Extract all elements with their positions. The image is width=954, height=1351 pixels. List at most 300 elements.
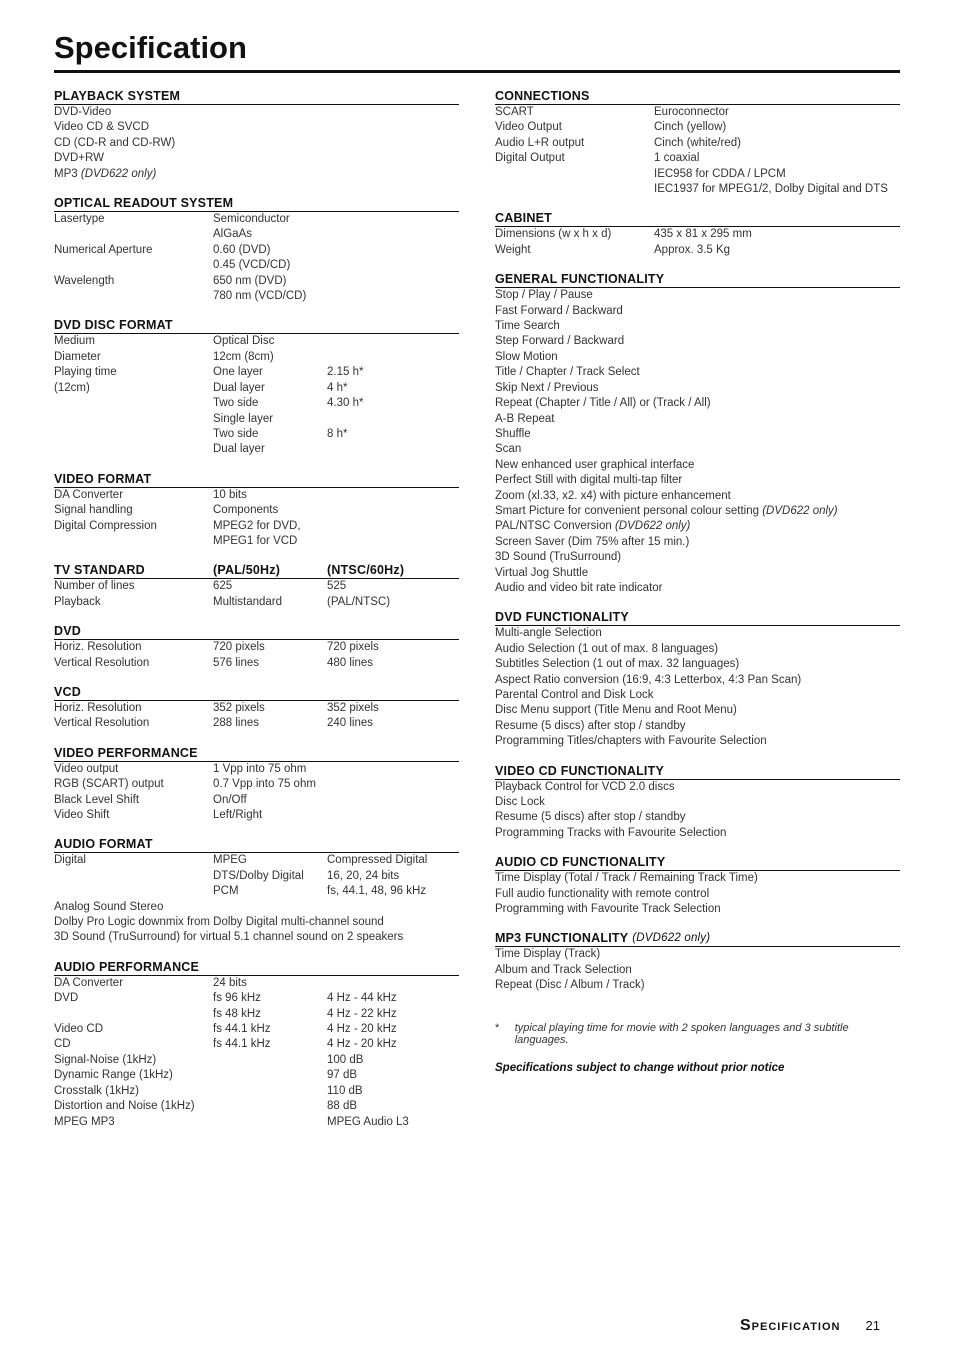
spec-row <box>495 319 900 334</box>
spec-row <box>495 673 900 688</box>
spec-label: Video Output <box>495 121 562 134</box>
spec-value <box>327 519 459 534</box>
spec-value: Repeat (Chapter / Title / All) or (Track / All) <box>495 397 711 410</box>
spec-value: Slow Motion <box>495 350 558 363</box>
spec-value: Step Forward / Backward <box>495 335 625 348</box>
spec-row <box>54 212 459 243</box>
spec-row <box>54 412 459 427</box>
spec-value: Programming Titles/chapters with Favourite Selection <box>495 735 767 748</box>
spec-value: 480 lines <box>327 656 374 669</box>
section-heading <box>54 89 459 105</box>
spec-value: 525 <box>327 580 347 593</box>
section-heading <box>54 472 459 488</box>
section-vcd <box>54 685 459 732</box>
spec-label: Playing time <box>54 366 117 379</box>
section-heading <box>54 960 459 976</box>
spec-row <box>495 780 900 795</box>
spec-row <box>54 105 459 120</box>
spec-row <box>54 930 459 945</box>
spec-text: MP3 <box>54 167 78 180</box>
spec-value: Aspect Ratio conversion (16:9, 4:3 Letterbox, 4:3 Pan Scan) <box>495 673 802 686</box>
spec-value: Resume (5 discs) after stop / standby <box>495 811 686 824</box>
spec-value: MPEG1 for VCD <box>213 534 298 547</box>
spec-value: Optical Disc <box>213 335 275 348</box>
spec-value: Full audio functionality with remote control <box>495 887 710 900</box>
spec-row <box>54 915 459 930</box>
spec-value: Subtitles Selection (1 out of max. 32 languages) <box>495 658 740 671</box>
spec-row <box>495 902 900 917</box>
spec-value: 650 nm (DVD) <box>213 274 287 287</box>
spec-value: DTS/Dolby Digital <box>213 869 304 882</box>
spec-label: Audio L+R output <box>495 136 585 149</box>
spec-value: 12cm (8cm) <box>213 350 274 363</box>
spec-value: Programming with Favourite Track Selection <box>495 903 721 916</box>
section-optical-readout-system <box>54 196 459 304</box>
spec-row <box>495 105 900 120</box>
section-heading <box>495 855 900 871</box>
spec-label: Black Level Shift <box>54 793 140 806</box>
spec-row <box>54 900 459 915</box>
spec-value: 3D Sound (TruSurround) for virtual 5.1 channel sound on 2 speakers <box>54 931 404 944</box>
spec-row <box>54 488 459 503</box>
spec-row <box>495 350 900 365</box>
spec-value <box>327 412 459 427</box>
section-title: GENERAL FUNCTIONALITY <box>495 272 665 287</box>
spec-value: Fast Forward / Backward <box>495 304 623 317</box>
spec-value <box>495 504 900 519</box>
spec-label <box>54 412 213 427</box>
section-audio-performance <box>54 960 459 1130</box>
spec-row <box>495 626 900 641</box>
spec-row <box>54 595 459 610</box>
spec-row <box>54 442 459 457</box>
spec-row <box>495 167 900 182</box>
spec-value: fs 48 kHz <box>213 1007 261 1020</box>
spec-row <box>54 701 459 716</box>
spec-value: 576 lines <box>213 656 260 669</box>
spec-value <box>213 1084 327 1099</box>
spec-row <box>54 427 459 442</box>
spec-value: Disc Menu support (Title Menu and Root Menu) <box>495 704 737 717</box>
spec-value <box>213 1115 327 1130</box>
spec-value: 88 dB <box>327 1100 358 1113</box>
section-heading <box>54 685 459 701</box>
spec-label: Diameter <box>54 350 101 363</box>
spec-row <box>54 716 459 731</box>
section-title: AUDIO PERFORMANCE <box>54 959 200 974</box>
section-heading <box>495 272 900 288</box>
spec-value: 288 lines <box>213 717 260 730</box>
spec-row <box>54 1037 459 1052</box>
spec-value <box>327 534 459 549</box>
spec-label <box>54 442 213 457</box>
spec-value <box>327 212 459 243</box>
spec-value: CD (CD-R and CD-RW) <box>54 136 176 149</box>
page-number: 21 <box>865 1318 880 1333</box>
spec-value <box>327 289 459 304</box>
spec-row <box>495 412 900 427</box>
spec-value: 4 h* <box>327 381 348 394</box>
spec-row <box>54 136 459 151</box>
spec-value: DVD+RW <box>54 152 104 165</box>
section-heading <box>54 196 459 212</box>
spec-row <box>54 274 459 289</box>
spec-row <box>54 991 459 1006</box>
section-title: DVD FUNCTIONALITY <box>495 610 629 625</box>
spec-row <box>495 136 900 151</box>
spec-row <box>495 963 900 978</box>
spec-label: DA Converter <box>54 488 124 501</box>
spec-value: 1 Vpp into 75 ohm <box>213 762 307 775</box>
spec-value: Resume (5 discs) after stop / standby <box>495 719 686 732</box>
spec-label: Video CD <box>54 1023 104 1036</box>
spec-value: 8 h* <box>327 427 348 440</box>
spec-row <box>54 656 459 671</box>
spec-value: Dual layer <box>213 443 265 456</box>
spec-value: Single layer <box>213 412 274 425</box>
spec-row <box>54 534 459 549</box>
spec-value: 4 Hz - 44 kHz <box>327 992 397 1005</box>
spec-value: Title / Chapter / Track Select <box>495 366 640 379</box>
spec-value: 97 dB <box>327 1069 358 1082</box>
spec-row <box>54 365 459 380</box>
spec-value: Dual layer <box>213 381 265 394</box>
spec-row <box>495 182 900 197</box>
column-header: (PAL/50Hz) <box>213 563 281 578</box>
section-mp3-functionality <box>495 931 900 993</box>
section-heading <box>495 610 900 626</box>
spec-label: Wavelength <box>54 274 115 287</box>
spec-label: Video Shift <box>54 809 110 821</box>
spec-label: Dimensions (w x h x d) <box>495 228 612 241</box>
spec-label: DVD <box>54 992 79 1005</box>
spec-row <box>495 458 900 473</box>
spec-row <box>495 288 900 303</box>
spec-value: 4 Hz - 20 kHz <box>327 1038 397 1051</box>
spec-row <box>54 334 459 349</box>
spec-label: Signal handling <box>54 504 133 517</box>
section-dvd-functionality <box>495 610 900 749</box>
spec-value: 435 x 81 x 295 mm <box>654 228 752 241</box>
spec-row <box>495 504 900 519</box>
spec-value: IEC958 for CDDA / LPCM <box>654 167 786 180</box>
spec-label: Vertical Resolution <box>54 656 150 669</box>
spec-row <box>54 243 459 258</box>
spec-value: Semiconductor AlGaAs <box>213 213 290 241</box>
spec-row <box>54 151 459 166</box>
title-rule <box>54 70 900 73</box>
spec-label: Lasertype <box>54 213 105 226</box>
spec-value <box>495 519 900 534</box>
spec-value: Multistandard <box>213 595 283 608</box>
spec-label <box>54 289 213 304</box>
spec-row <box>54 793 459 808</box>
spec-row <box>495 826 900 841</box>
section-tv-standard <box>54 563 459 610</box>
spec-row <box>495 581 900 596</box>
spec-label: Horiz. Resolution <box>54 641 142 654</box>
spec-value: Multi-angle Selection <box>495 627 602 640</box>
right-column <box>495 89 900 1074</box>
spec-value: 240 lines <box>327 717 374 730</box>
spec-value: 24 bits <box>213 976 247 989</box>
spec-label: DA Converter <box>54 976 124 989</box>
spec-value: Parental Control and Disk Lock <box>495 689 654 701</box>
spec-row <box>495 703 900 718</box>
spec-row <box>495 688 900 703</box>
spec-row <box>54 1053 459 1068</box>
spec-label: RGB (SCART) output <box>54 778 164 791</box>
spec-value: Album and Track Selection <box>495 963 632 976</box>
spec-value <box>327 258 459 273</box>
spec-value: Playback Control for VCD 2.0 discs <box>495 780 675 793</box>
spec-label <box>54 884 213 899</box>
spec-value <box>327 334 459 349</box>
section-title: MP3 FUNCTIONALITY <box>495 931 629 946</box>
footnote-mark: * <box>495 1021 500 1034</box>
spec-value: fs 44.1 kHz <box>213 1023 271 1036</box>
spec-label: Number of lines <box>54 580 135 593</box>
spec-label: Playback <box>54 595 101 608</box>
section-title: VIDEO PERFORMANCE <box>54 745 198 760</box>
spec-row <box>495 396 900 411</box>
spec-label <box>495 167 654 182</box>
spec-value: MPEG2 for DVD, <box>213 519 301 532</box>
spec-value: Analog Sound Stereo <box>54 900 164 913</box>
spec-row <box>54 777 459 792</box>
footnote <box>495 1022 900 1046</box>
section-title: CABINET <box>495 211 552 226</box>
spec-row <box>495 489 900 504</box>
spec-row <box>495 535 900 550</box>
spec-value <box>327 808 459 823</box>
spec-row <box>495 795 900 810</box>
spec-row <box>495 642 900 657</box>
spec-value: 0.45 (VCD/CD) <box>213 259 291 272</box>
spec-value: Audio and video bit rate indicator <box>495 581 663 594</box>
spec-value: 0.60 (DVD) <box>213 243 271 256</box>
section-playback-system <box>54 89 459 182</box>
spec-row <box>54 1084 459 1099</box>
spec-row <box>54 1007 459 1022</box>
section-title: AUDIO FORMAT <box>54 837 153 852</box>
section-heading <box>54 563 459 579</box>
spec-row <box>495 427 900 442</box>
footer-label: Specification <box>740 1317 841 1334</box>
spec-row <box>495 334 900 349</box>
section-note: (DVD622 only) <box>632 932 711 945</box>
section-heading <box>54 746 459 762</box>
disclaimer: Specifications subject to change without prior notice <box>495 1061 785 1074</box>
spec-row <box>54 519 459 534</box>
section-connections <box>495 89 900 197</box>
spec-value: Two side <box>213 397 259 410</box>
spec-label <box>54 869 213 884</box>
spec-value: 625 <box>213 580 233 593</box>
spec-value: Dolby Pro Logic downmix from Dolby Digital multi-channel sound <box>54 916 384 929</box>
spec-row <box>54 396 459 411</box>
spec-value <box>327 503 459 518</box>
footnote-text: typical playing time for movie with 2 spoken languages and 3 subtitle languages. <box>514 1021 849 1046</box>
spec-value: Virtual Jog Shuttle <box>495 566 589 579</box>
section-title: TV STANDARD <box>54 563 145 578</box>
spec-row <box>54 503 459 518</box>
spec-text: PAL/NTSC Conversion <box>495 520 612 533</box>
section-title: CONNECTIONS <box>495 89 590 103</box>
spec-value <box>213 1068 327 1083</box>
spec-value: MPEG Audio L3 <box>327 1115 409 1128</box>
spec-value: Perfect Still with digital multi-tap filter <box>495 474 683 487</box>
spec-value: Time Display (Track) <box>495 948 601 961</box>
spec-value: Compressed Digital <box>327 854 428 867</box>
spec-value: Time Display (Total / Track / Remaining Track Time) <box>495 872 758 885</box>
spec-row <box>495 947 900 962</box>
spec-label: Crosstalk (1kHz) <box>54 1084 139 1097</box>
spec-value <box>327 777 459 792</box>
section-title: PLAYBACK SYSTEM <box>54 89 181 103</box>
section-cabinet <box>495 211 900 258</box>
spec-row <box>54 808 459 823</box>
spec-row <box>54 976 459 991</box>
spec-label <box>54 396 213 411</box>
spec-text: Smart Picture for convenient personal colour setting <box>495 504 759 517</box>
spec-row <box>54 1022 459 1037</box>
spec-value: 2.15 h* <box>327 366 364 379</box>
spec-value: Approx. 3.5 Kg <box>654 243 731 256</box>
spec-row <box>495 227 900 242</box>
section-heading <box>54 837 459 853</box>
spec-label <box>54 427 213 442</box>
section-audio-format <box>54 837 459 945</box>
spec-label: Medium <box>54 335 95 348</box>
spec-row <box>495 381 900 396</box>
section-heading <box>495 211 900 227</box>
spec-row <box>495 550 900 565</box>
spec-value: IEC1937 for MPEG1/2, Dolby Digital and DTS <box>654 183 888 196</box>
spec-row <box>54 381 459 396</box>
spec-value: Video CD & SVCD <box>54 121 150 134</box>
section-heading <box>495 89 900 105</box>
spec-row <box>54 1099 459 1114</box>
spec-value: Skip Next / Previous <box>495 381 599 394</box>
spec-row <box>54 350 459 365</box>
spec-value <box>327 350 459 365</box>
spec-value: 780 nm (VCD/CD) <box>213 290 307 303</box>
section-title: OPTICAL READOUT SYSTEM <box>54 196 234 211</box>
spec-value: Euroconnector <box>654 106 729 118</box>
spec-row <box>495 871 900 886</box>
spec-row <box>54 762 459 777</box>
section-heading <box>54 318 459 334</box>
spec-value: 352 pixels <box>327 701 379 714</box>
spec-value: Scan <box>495 443 522 456</box>
spec-label: Numerical Aperture <box>54 243 153 256</box>
spec-value: 4 Hz - 20 kHz <box>327 1023 397 1036</box>
spec-row <box>54 869 459 884</box>
spec-value: On/Off <box>213 793 247 806</box>
spec-value: 110 dB <box>327 1084 363 1097</box>
spec-label <box>54 258 213 273</box>
spec-value: 3D Sound (TruSurround) <box>495 551 622 564</box>
spec-value <box>213 1053 327 1068</box>
section-dvd-disc-format <box>54 318 459 457</box>
spec-row <box>495 304 900 319</box>
spec-value: Programming Tracks with Favourite Selection <box>495 826 727 839</box>
page-title: Specification <box>54 30 247 65</box>
spec-value <box>327 976 459 991</box>
spec-note: (DVD622 only) <box>762 504 838 517</box>
left-column <box>54 89 459 1144</box>
section-title: DVD <box>54 624 81 639</box>
spec-value: Zoom (xl.33, x2. x4) with picture enhancement <box>495 489 731 502</box>
spec-row <box>495 566 900 581</box>
page-footer <box>740 1317 880 1335</box>
section-title: VCD <box>54 684 81 699</box>
spec-value: 4.30 h* <box>327 397 364 410</box>
spec-row <box>495 120 900 135</box>
spec-value: 0.7 Vpp into 75 ohm <box>213 778 316 791</box>
spec-value: Two side <box>213 427 259 440</box>
spec-label: Weight <box>495 243 531 256</box>
spec-value: 10 bits <box>213 488 247 501</box>
spec-label: Dynamic Range (1kHz) <box>54 1069 173 1082</box>
spec-value: Stop / Play / Pause <box>495 289 593 302</box>
spec-value: Shuffle <box>495 427 531 440</box>
spec-label: Digital <box>54 854 86 867</box>
spec-row <box>495 442 900 457</box>
spec-value: Time Search <box>495 320 560 333</box>
spec-label <box>495 182 654 197</box>
spec-value <box>327 762 459 777</box>
spec-row <box>54 640 459 655</box>
spec-value: Repeat (Disc / Album / Track) <box>495 979 645 992</box>
section-title: VIDEO CD FUNCTIONALITY <box>495 763 664 778</box>
spec-label: Distortion and Noise (1kHz) <box>54 1100 195 1113</box>
spec-label: MPEG MP3 <box>54 1115 115 1128</box>
spec-value: 100 dB <box>327 1053 364 1066</box>
section-title: AUDIO CD FUNCTIONALITY <box>495 855 666 870</box>
spec-value: Left/Right <box>213 809 263 821</box>
spec-row <box>495 657 900 672</box>
column-header: (NTSC/60Hz) <box>327 563 405 578</box>
spec-label: CD <box>54 1038 71 1051</box>
section-general-functionality <box>495 272 900 596</box>
spec-label: (12cm) <box>54 381 90 394</box>
spec-row <box>495 243 900 258</box>
spec-label <box>54 1007 213 1022</box>
section-video-performance <box>54 746 459 824</box>
spec-row <box>54 884 459 899</box>
spec-row <box>54 258 459 273</box>
spec-row <box>54 579 459 594</box>
spec-note: (DVD622 only) <box>614 520 691 533</box>
section-title: DVD DISC FORMAT <box>54 318 173 333</box>
spec-value: Cinch (white/red) <box>654 136 741 149</box>
section-dvd <box>54 624 459 671</box>
spec-label <box>54 534 213 549</box>
spec-value: Screen Saver (Dim 75% after 15 min.) <box>495 535 690 548</box>
spec-row <box>495 519 900 534</box>
spec-value <box>327 442 459 457</box>
section-heading <box>54 624 459 640</box>
spec-value: Cinch (yellow) <box>654 121 727 134</box>
spec-row <box>54 1068 459 1083</box>
spec-label: SCART <box>495 106 534 118</box>
spec-value: 16, 20, 24 bits <box>327 869 400 882</box>
spec-label: Horiz. Resolution <box>54 701 142 714</box>
spec-value: (PAL/NTSC) <box>327 595 391 608</box>
spec-value: 1 coaxial <box>654 152 700 165</box>
